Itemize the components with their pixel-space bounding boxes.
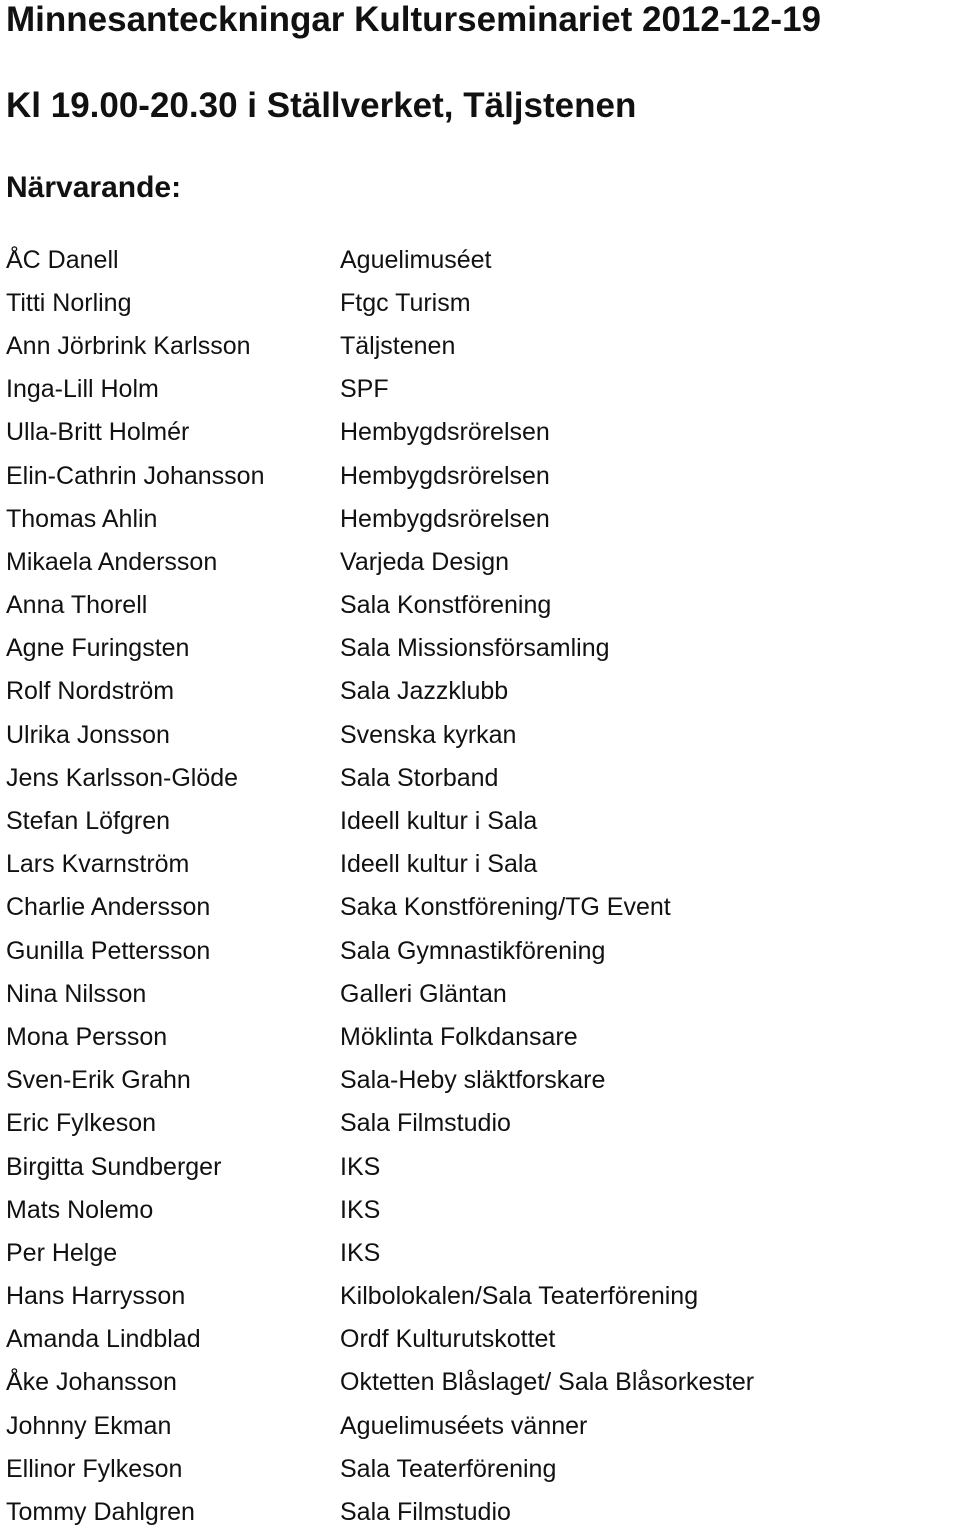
attendee-name: Birgitta Sundberger [6,1152,222,1181]
attendee-row [6,627,956,670]
attendee-name: Ulla-Britt Holmér [6,418,190,447]
attendee-row [6,238,956,281]
attendee-organization: Saka Konstförening/TG Event [340,893,671,922]
attendee-name: Mats Nolemo [6,1195,154,1224]
attendee-organization: IKS [340,1152,381,1181]
attendee-name: Inga-Lill Holm [6,375,159,404]
attendee-organization: Sala Konstförening [340,591,552,620]
attendee-name: Ulrika Jonsson [6,720,170,749]
attendee-name: Thomas Ahlin [6,504,158,533]
attendee-organization: Sala Gymnastikförening [340,936,606,965]
attendee-organization: SPF [340,375,389,404]
attendee-organization: Ordf Kulturutskottet [340,1325,556,1354]
attendee-organization: Aguelimuséet [340,245,492,274]
attendee-row [6,843,956,886]
attendee-row [6,1102,956,1145]
attendee-row [6,1275,956,1318]
attendee-name: Mona Persson [6,1022,168,1051]
attendee-row [6,670,956,713]
document-title: Minnesanteckningar Kulturseminariet 2012-12-19 [6,0,822,39]
attendee-row [6,584,956,627]
attendee-name: Ann Jörbrink Karlsson [6,331,251,360]
attendees-heading: Närvarande: [6,171,182,204]
attendee-row [6,929,956,972]
attendee-name: Jens Karlsson-Glöde [6,763,239,792]
attendee-row [6,324,956,367]
attendee-row [6,1447,956,1490]
attendee-row [6,1015,956,1058]
attendee-organization: Sala Jazzklubb [340,677,509,706]
attendee-name: ÅC Danell [6,245,119,274]
attendee-organization: Sala Storband [340,763,499,792]
attendee-row [6,1318,956,1361]
attendee-name: Elin-Cathrin Johansson [6,461,265,490]
attendee-name: Charlie Andersson [6,893,211,922]
attendee-row [6,454,956,497]
attendee-row [6,497,956,540]
attendee-organization: Ideell kultur i Sala [340,807,538,836]
attendee-row [6,281,956,324]
attendee-organization: Oktetten Blåslaget/ Sala Blåsorkester [340,1368,755,1397]
attendee-organization: Ftgc Turism [340,288,471,317]
meeting-time-location: Kl 19.00-20.30 i Ställverket, Täljstenen [6,86,637,125]
attendee-name: Titti Norling [6,288,132,317]
attendee-row [6,1059,956,1102]
attendee-name: Lars Kvarnström [6,850,190,879]
attendee-row [6,1188,956,1231]
attendee-row [6,756,956,799]
attendee-organization: Varjeda Design [340,547,510,576]
attendee-name: Gunilla Pettersson [6,936,211,965]
attendee-organization: Hembygdsrörelsen [340,461,550,490]
attendee-organization: IKS [340,1195,381,1224]
attendee-name: Anna Thorell [6,591,148,620]
attendee-organization: Sala Missionsförsamling [340,634,610,663]
attendee-name: Hans Harrysson [6,1282,186,1311]
attendee-row [6,886,956,929]
attendee-organization: Kilbolokalen/Sala Teaterförening [340,1282,699,1311]
attendee-organization: Sala Filmstudio [340,1109,511,1138]
attendee-name: Johnny Ekman [6,1411,172,1440]
attendee-organization: Ideell kultur i Sala [340,850,538,879]
attendee-list [6,238,956,1534]
attendee-organization: Hembygdsrörelsen [340,504,550,533]
attendee-name: Mikaela Andersson [6,547,218,576]
attendee-name: Rolf Nordström [6,677,175,706]
document [6,0,956,1527]
attendee-row [6,540,956,583]
attendee-row [6,1361,956,1404]
attendee-name: Per Helge [6,1238,118,1267]
attendee-row [6,1145,956,1188]
attendee-name: Eric Fylkeson [6,1109,157,1138]
attendee-name: Åke Johansson [6,1368,177,1397]
attendee-name: Sven-Erik Grahn [6,1066,191,1095]
attendee-organization: Möklinta Folkdansare [340,1022,578,1051]
attendee-name: Nina Nilsson [6,979,147,1008]
attendee-name: Agne Furingsten [6,634,190,663]
attendee-name: Ellinor Fylkeson [6,1454,183,1483]
attendee-organization: Galleri Gläntan [340,979,507,1008]
attendee-organization: Sala-Heby släktforskare [340,1066,606,1095]
attendee-row [6,972,956,1015]
attendee-row [6,713,956,756]
attendee-name: Amanda Lindblad [6,1325,201,1354]
attendee-organization: Aguelimuséets vänner [340,1411,588,1440]
attendee-organization: Hembygdsrörelsen [340,418,550,447]
attendee-row [6,368,956,411]
attendee-organization: IKS [340,1238,381,1267]
attendee-name: Stefan Löfgren [6,807,171,836]
attendee-organization: Sala Filmstudio [340,1498,511,1527]
attendee-row [6,411,956,454]
attendee-name: Tommy Dahlgren [6,1498,195,1527]
attendee-organization: Sala Teaterförening [340,1454,557,1483]
attendee-row [6,799,956,842]
attendee-row [6,1490,956,1533]
attendee-organization: Svenska kyrkan [340,720,517,749]
attendee-row [6,1231,956,1274]
attendee-organization: Täljstenen [340,331,456,360]
attendee-row [6,1404,956,1447]
